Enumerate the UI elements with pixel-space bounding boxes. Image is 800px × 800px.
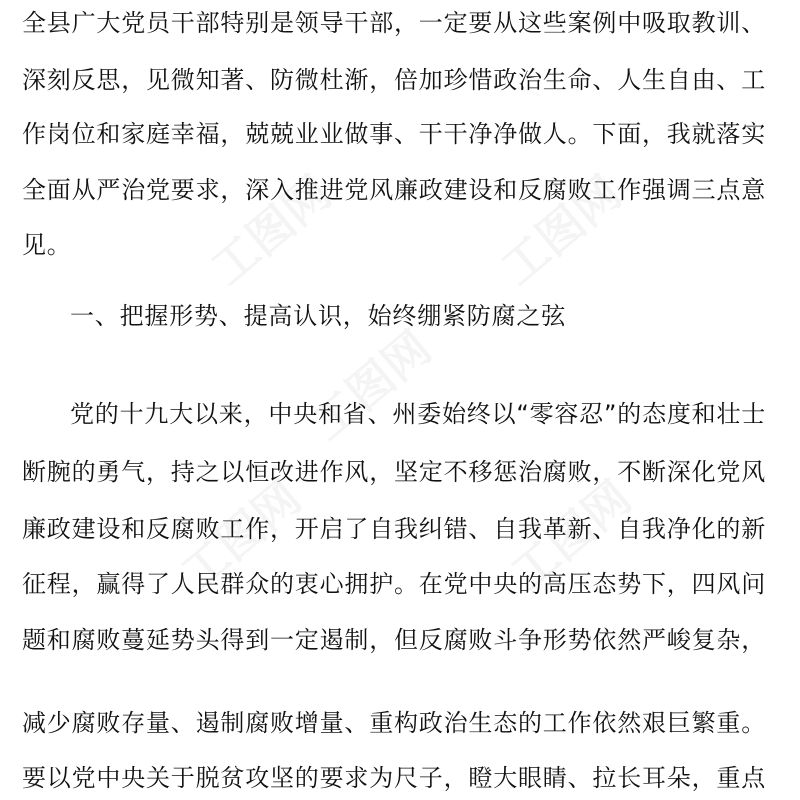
text-line: 党的十九大以来，中央和省、州委始终以“零容忍”的态度和壮士 (70, 400, 767, 428)
text-line: 深刻反思，见微知著、防微杜渐，倍加珍惜政治生命、人生自由、工 (22, 66, 766, 94)
text-line: 见。 (22, 231, 72, 259)
text-line: 作岗位和家庭幸福，兢兢业业做事、干干净净做人。下面，我就落实 (22, 120, 766, 148)
text-line: 题和腐败蔓延势头得到一定遏制，但反腐败斗争形势依然严峻复杂， (22, 626, 766, 654)
text-line: 全县广大党员干部特别是领导干部，一定要从这些案例中吸取教训、 (22, 9, 766, 37)
watermark: 工图网 (490, 165, 632, 296)
watermark: 工图网 (500, 470, 642, 601)
watermark: 工图网 (170, 470, 312, 601)
text-line: 全面从严治党要求，深入推进党风廉政建设和反腐败工作强调三点意 (22, 176, 766, 204)
text-line: 断腕的勇气，持之以恒改进作风，坚定不移惩治腐败，不断深化党风 (22, 458, 766, 486)
text-line: 要以党中央关于脱贫攻坚的要求为尺子，瞪大眼睛、拉长耳朵，重点 (22, 764, 766, 792)
watermark: 工图网 (300, 320, 442, 451)
section-heading: 一、把握形势、提高认识，始终绷紧防腐之弦 (70, 302, 566, 330)
text-line: 征程，赢得了人民群众的衷心拥护。在党中央的高压态势下，四风问 (22, 570, 766, 598)
text-line: 减少腐败存量、遏制腐败增量、重构政治生态的工作依然艰巨繁重。 (22, 709, 766, 737)
watermark: 工图网 (200, 165, 342, 296)
text-line: 廉政建设和反腐败工作，开启了自我纠错、自我革新、自我净化的新 (22, 515, 766, 543)
